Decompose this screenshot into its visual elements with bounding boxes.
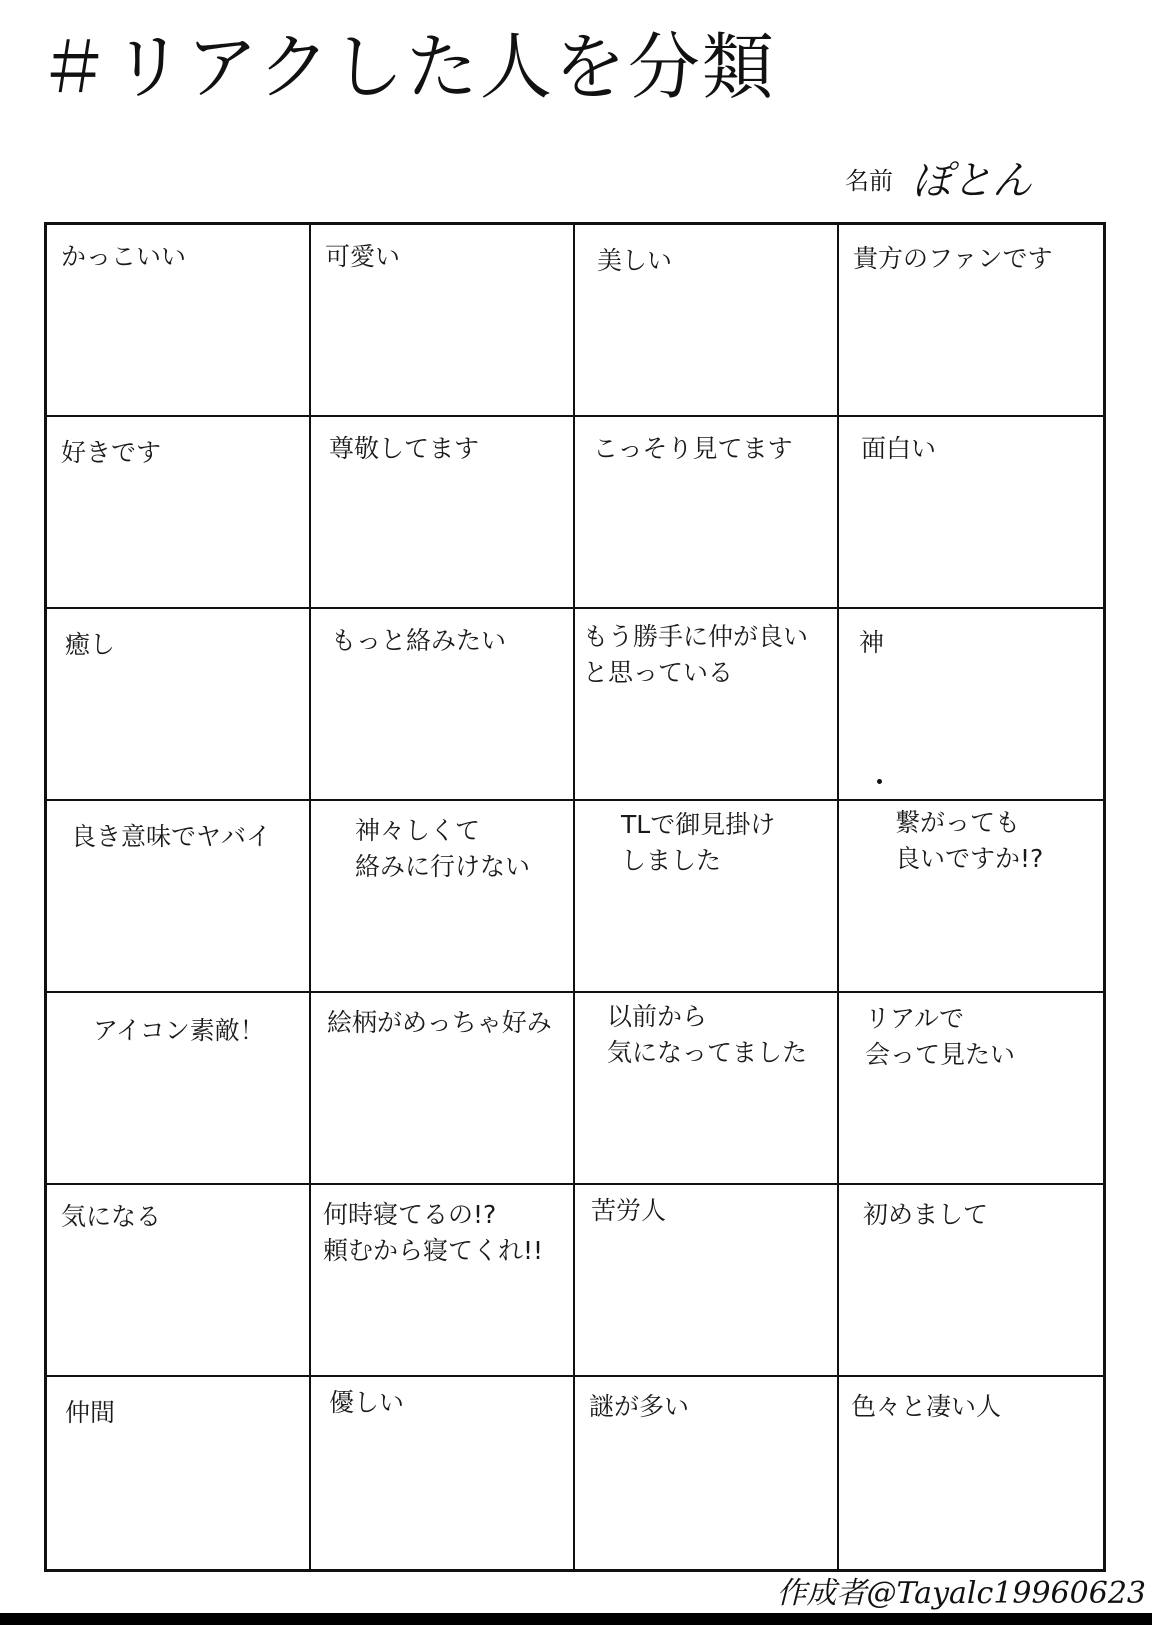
cell-label: もう勝手に仲が良い と思っている bbox=[583, 622, 809, 687]
cell-label: 以前から 気になってました bbox=[607, 1002, 808, 1067]
page-title: ＃リアクした人を分類 bbox=[38, 25, 776, 109]
grid-cell bbox=[47, 417, 311, 609]
cell-label: 優しい bbox=[329, 1388, 405, 1417]
cell-label: 色々と凄い人 bbox=[851, 1392, 1002, 1421]
grid-cell bbox=[47, 609, 311, 801]
grid-cell bbox=[839, 1185, 1103, 1377]
grid-cell bbox=[575, 609, 839, 801]
grid-cell bbox=[311, 1377, 575, 1569]
grid-cell bbox=[575, 225, 839, 417]
grid-cell bbox=[839, 1377, 1103, 1569]
grid-cell bbox=[839, 993, 1103, 1185]
cell-label: 気になる bbox=[61, 1202, 162, 1231]
cell-label: 初めまして bbox=[863, 1200, 989, 1229]
cell-label: こっそり見てます bbox=[593, 434, 793, 463]
bottom-bar bbox=[0, 1613, 1152, 1625]
grid-cell bbox=[47, 1185, 311, 1377]
cell-label: 苦労人 bbox=[591, 1196, 667, 1225]
cell-label: 謎が多い bbox=[589, 1392, 690, 1421]
grid-cell bbox=[47, 225, 311, 417]
pen-dot bbox=[877, 779, 882, 784]
grid-cell bbox=[311, 1185, 575, 1377]
grid-cell bbox=[839, 801, 1103, 993]
cell-label: 美しい bbox=[597, 246, 673, 275]
cell-label: 絵柄がめっちゃ好み bbox=[327, 1008, 552, 1037]
cell-label: 面白い bbox=[861, 434, 937, 463]
cell-label: 良き意味でヤバイ bbox=[71, 822, 272, 851]
grid-cell bbox=[575, 993, 839, 1185]
cell-label: 癒し bbox=[65, 630, 116, 659]
category-grid bbox=[44, 222, 1106, 1572]
grid-cell bbox=[839, 225, 1103, 417]
grid-cell bbox=[47, 801, 311, 993]
grid-cell bbox=[839, 417, 1103, 609]
grid-cell bbox=[311, 225, 575, 417]
cell-label: 繋がっても 良いですか!? bbox=[895, 808, 1044, 873]
grid-cell bbox=[47, 1377, 311, 1569]
cell-label: 神 bbox=[859, 628, 885, 657]
grid-cell bbox=[47, 993, 311, 1185]
cell-label: 可愛い bbox=[325, 242, 401, 271]
author-credit: 作成者@Tayalc19960623 bbox=[776, 1576, 1146, 1611]
cell-label: 仲間 bbox=[65, 1398, 116, 1427]
name-label: 名前 bbox=[845, 167, 893, 195]
cell-label: 貴方のファンです bbox=[853, 244, 1053, 273]
name-value: ぽとん bbox=[912, 158, 1032, 204]
cell-label: アイコン素敵！ bbox=[93, 1016, 265, 1045]
grid-cell bbox=[839, 609, 1103, 801]
grid-cell bbox=[311, 417, 575, 609]
grid-cell bbox=[311, 609, 575, 801]
cell-label: 神々しくて 絡みに行けない bbox=[355, 816, 531, 881]
cell-label: リアルで 会って見たい bbox=[865, 1004, 1016, 1069]
cell-label: 好きです bbox=[61, 438, 162, 467]
cell-label: 何時寝てるの!? 頼むから寝てくれ!! bbox=[323, 1200, 544, 1265]
grid-cell bbox=[311, 993, 575, 1185]
grid-cell bbox=[575, 1185, 839, 1377]
grid-cell bbox=[575, 1377, 839, 1569]
cell-label: もっと絡みたい bbox=[331, 626, 507, 655]
grid-cell bbox=[575, 417, 839, 609]
cell-label: 尊敬してます bbox=[329, 434, 480, 463]
cell-label: TLで御見掛け しました bbox=[621, 810, 776, 875]
grid-cell bbox=[575, 801, 839, 993]
cell-label: かっこいい bbox=[61, 242, 187, 271]
grid-cell bbox=[311, 801, 575, 993]
